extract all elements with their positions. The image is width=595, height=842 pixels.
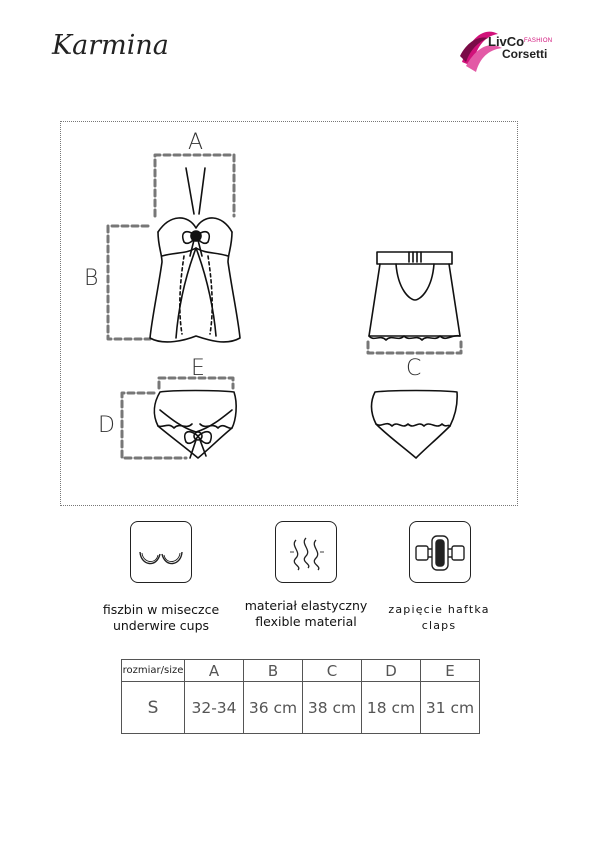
dimension-label-a: A <box>188 130 204 155</box>
feature-flexible-pl: materiał elastyczny <box>244 598 368 613</box>
clasp-icon <box>409 521 471 583</box>
feature-clasp <box>384 602 494 634</box>
cell-c: 38 cm <box>303 682 362 734</box>
cell-size: S <box>122 682 185 734</box>
dimension-c-line <box>368 342 461 353</box>
table-row <box>122 682 480 734</box>
brand-line1: LivCo <box>488 34 525 49</box>
product-title: Karmina <box>52 30 169 61</box>
dimension-b-line <box>108 226 150 339</box>
cell-d: 18 cm <box>362 682 421 734</box>
dimension-label-d: D <box>98 413 115 438</box>
header-b: B <box>244 660 303 682</box>
top-back-drawing <box>369 252 460 340</box>
brand-tag: FASHION <box>524 38 553 44</box>
header-c: C <box>303 660 362 682</box>
cell-b: 36 cm <box>244 682 303 734</box>
flexible-material-icon <box>275 521 337 583</box>
feature-underwire-pl: fiszbin w miseczce <box>102 602 220 617</box>
feature-clasp-pl: zapięcie haftka <box>388 603 490 616</box>
dimension-label-b: B <box>84 266 99 291</box>
feature-flexible-en: flexible material <box>255 614 357 629</box>
feature-underwire-en: underwire cups <box>112 618 210 633</box>
dimension-d-line <box>122 393 186 458</box>
header-d: D <box>362 660 421 682</box>
feature-underwire <box>95 602 227 634</box>
cell-a: 32-34 <box>185 682 244 734</box>
header-a: A <box>185 660 244 682</box>
feature-clasp-en: claps <box>421 619 457 632</box>
dimension-a-line <box>155 155 234 216</box>
panty-front-drawing <box>154 391 236 459</box>
dimension-label-e: E <box>191 356 205 381</box>
header-e: E <box>421 660 480 682</box>
size-table <box>121 659 480 734</box>
header-size: rozmiar/size <box>122 660 185 682</box>
underwire-cups-icon <box>130 521 192 583</box>
cell-e: 31 cm <box>421 682 480 734</box>
panty-back-drawing <box>371 391 457 459</box>
dimension-label-c: C <box>406 356 422 381</box>
babydoll-drawing <box>150 168 240 342</box>
brand-line2: Corsetti <box>502 47 548 61</box>
size-table-header <box>122 660 480 682</box>
feature-flexible <box>238 598 374 630</box>
